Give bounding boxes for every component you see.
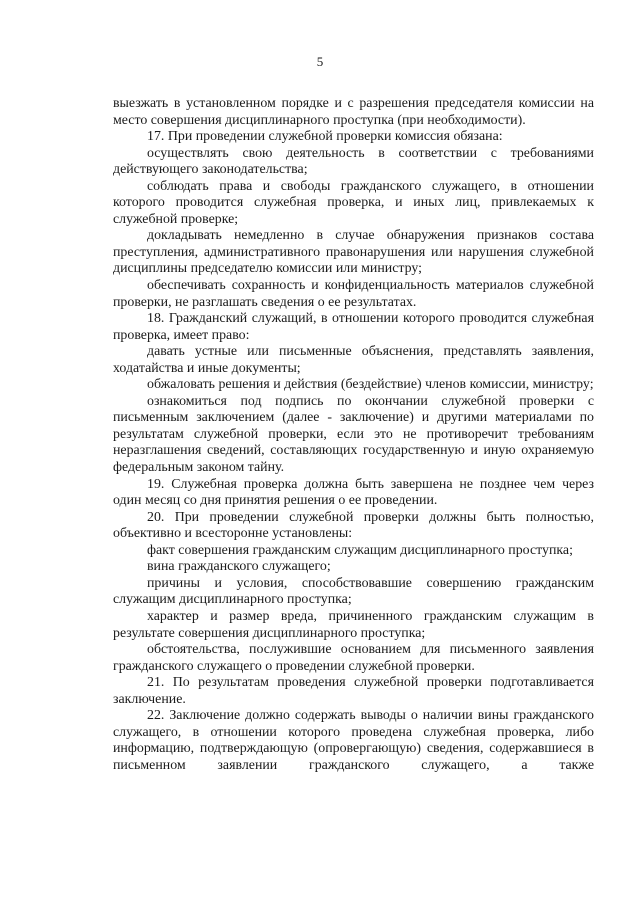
paragraph-17-heading: 17. При проведении служебной проверки комиссия обязана: <box>147 129 503 145</box>
paragraph-20-heading: 20. При проведении служебной проверки должны быть полностью, объективно и всесторонне установлены: <box>113 509 594 542</box>
paragraph-19: 19. Служебная проверка должна быть завершена не позднее чем через один месяц со дня принятия решения о ее проведении. <box>113 476 594 509</box>
paragraph-20-item-1: факт совершения гражданским служащим дисциплинарного проступка; <box>147 542 573 558</box>
paragraph-18-heading: 18. Гражданский служащий, в отношении которого проводится служебная проверка, имеет право: <box>113 311 594 343</box>
paragraph-continuation: выезжать в установленном порядке и с разрешения председателя комиссии на место совершения дисциплинарного проступка (при необходимости). <box>113 96 594 128</box>
paragraph-18-item-3: ознакомиться под подпись по окончании служебной проверки с письменным заключением (далее - заключение) и другими материалами по результатам служебной проверки, если это не противоречит требованиям неразглашения сведений, составляющих государственную и иную охраняемую федеральным законом тайну. <box>113 393 594 476</box>
paragraph-21: 21. По результатам проведения служебной проверки подготавливается заключение. <box>113 675 594 707</box>
paragraph-20-item-5: обстоятельства, послужившие основанием для письменного заявления гражданского служащего о проведении служебной проверки. <box>113 642 594 674</box>
paragraph-20-item-2: вина гражданского служащего; <box>147 559 331 575</box>
document-body <box>113 96 594 774</box>
paragraph-20-item-3: причины и условия, способствовавшие совершению гражданским служащим дисциплинарного проступка; <box>113 575 594 608</box>
paragraph-20-item-4: характер и размер вреда, причиненного гражданским служащим в результате совершения дисциплинарного проступка; <box>113 608 594 641</box>
paragraph-17-item-3: докладывать немедленно в случае обнаружения признаков состава преступления, административного правонарушения или нарушения служебной дисциплины председателю комиссии или министру; <box>113 228 594 277</box>
paragraph-17-item-2: соблюдать права и свободы гражданского служащего, в отношении которого проводится служебная проверка, и иных лиц, привлекаемых к служебной проверке; <box>113 178 594 227</box>
paragraph-22: 22. Заключение должно содержать выводы о наличии вины гражданского служащего, в отношении которого проведена служебная проверка, либо информацию, подтверждающую (опровергающую) сведения, содержавшиеся в письменном заявлении гражданского служащего, а также <box>113 708 594 773</box>
page-number: 5 <box>316 54 324 69</box>
paragraph-17-item-4: обеспечивать сохранность и конфиденциальность материалов служебной проверки, не разглашать сведения о ее результатах. <box>113 278 594 310</box>
paragraph-18-item-2: обжаловать решения и действия (бездействие) членов комиссии, министру; <box>147 377 594 393</box>
paragraph-18-item-1: давать устные или письменные объяснения, представлять заявления, ходатайства и иные документы; <box>113 344 594 376</box>
paragraph-17-item-1: осуществлять свою деятельность в соответствии с требованиями действующего законодательства; <box>113 145 594 178</box>
